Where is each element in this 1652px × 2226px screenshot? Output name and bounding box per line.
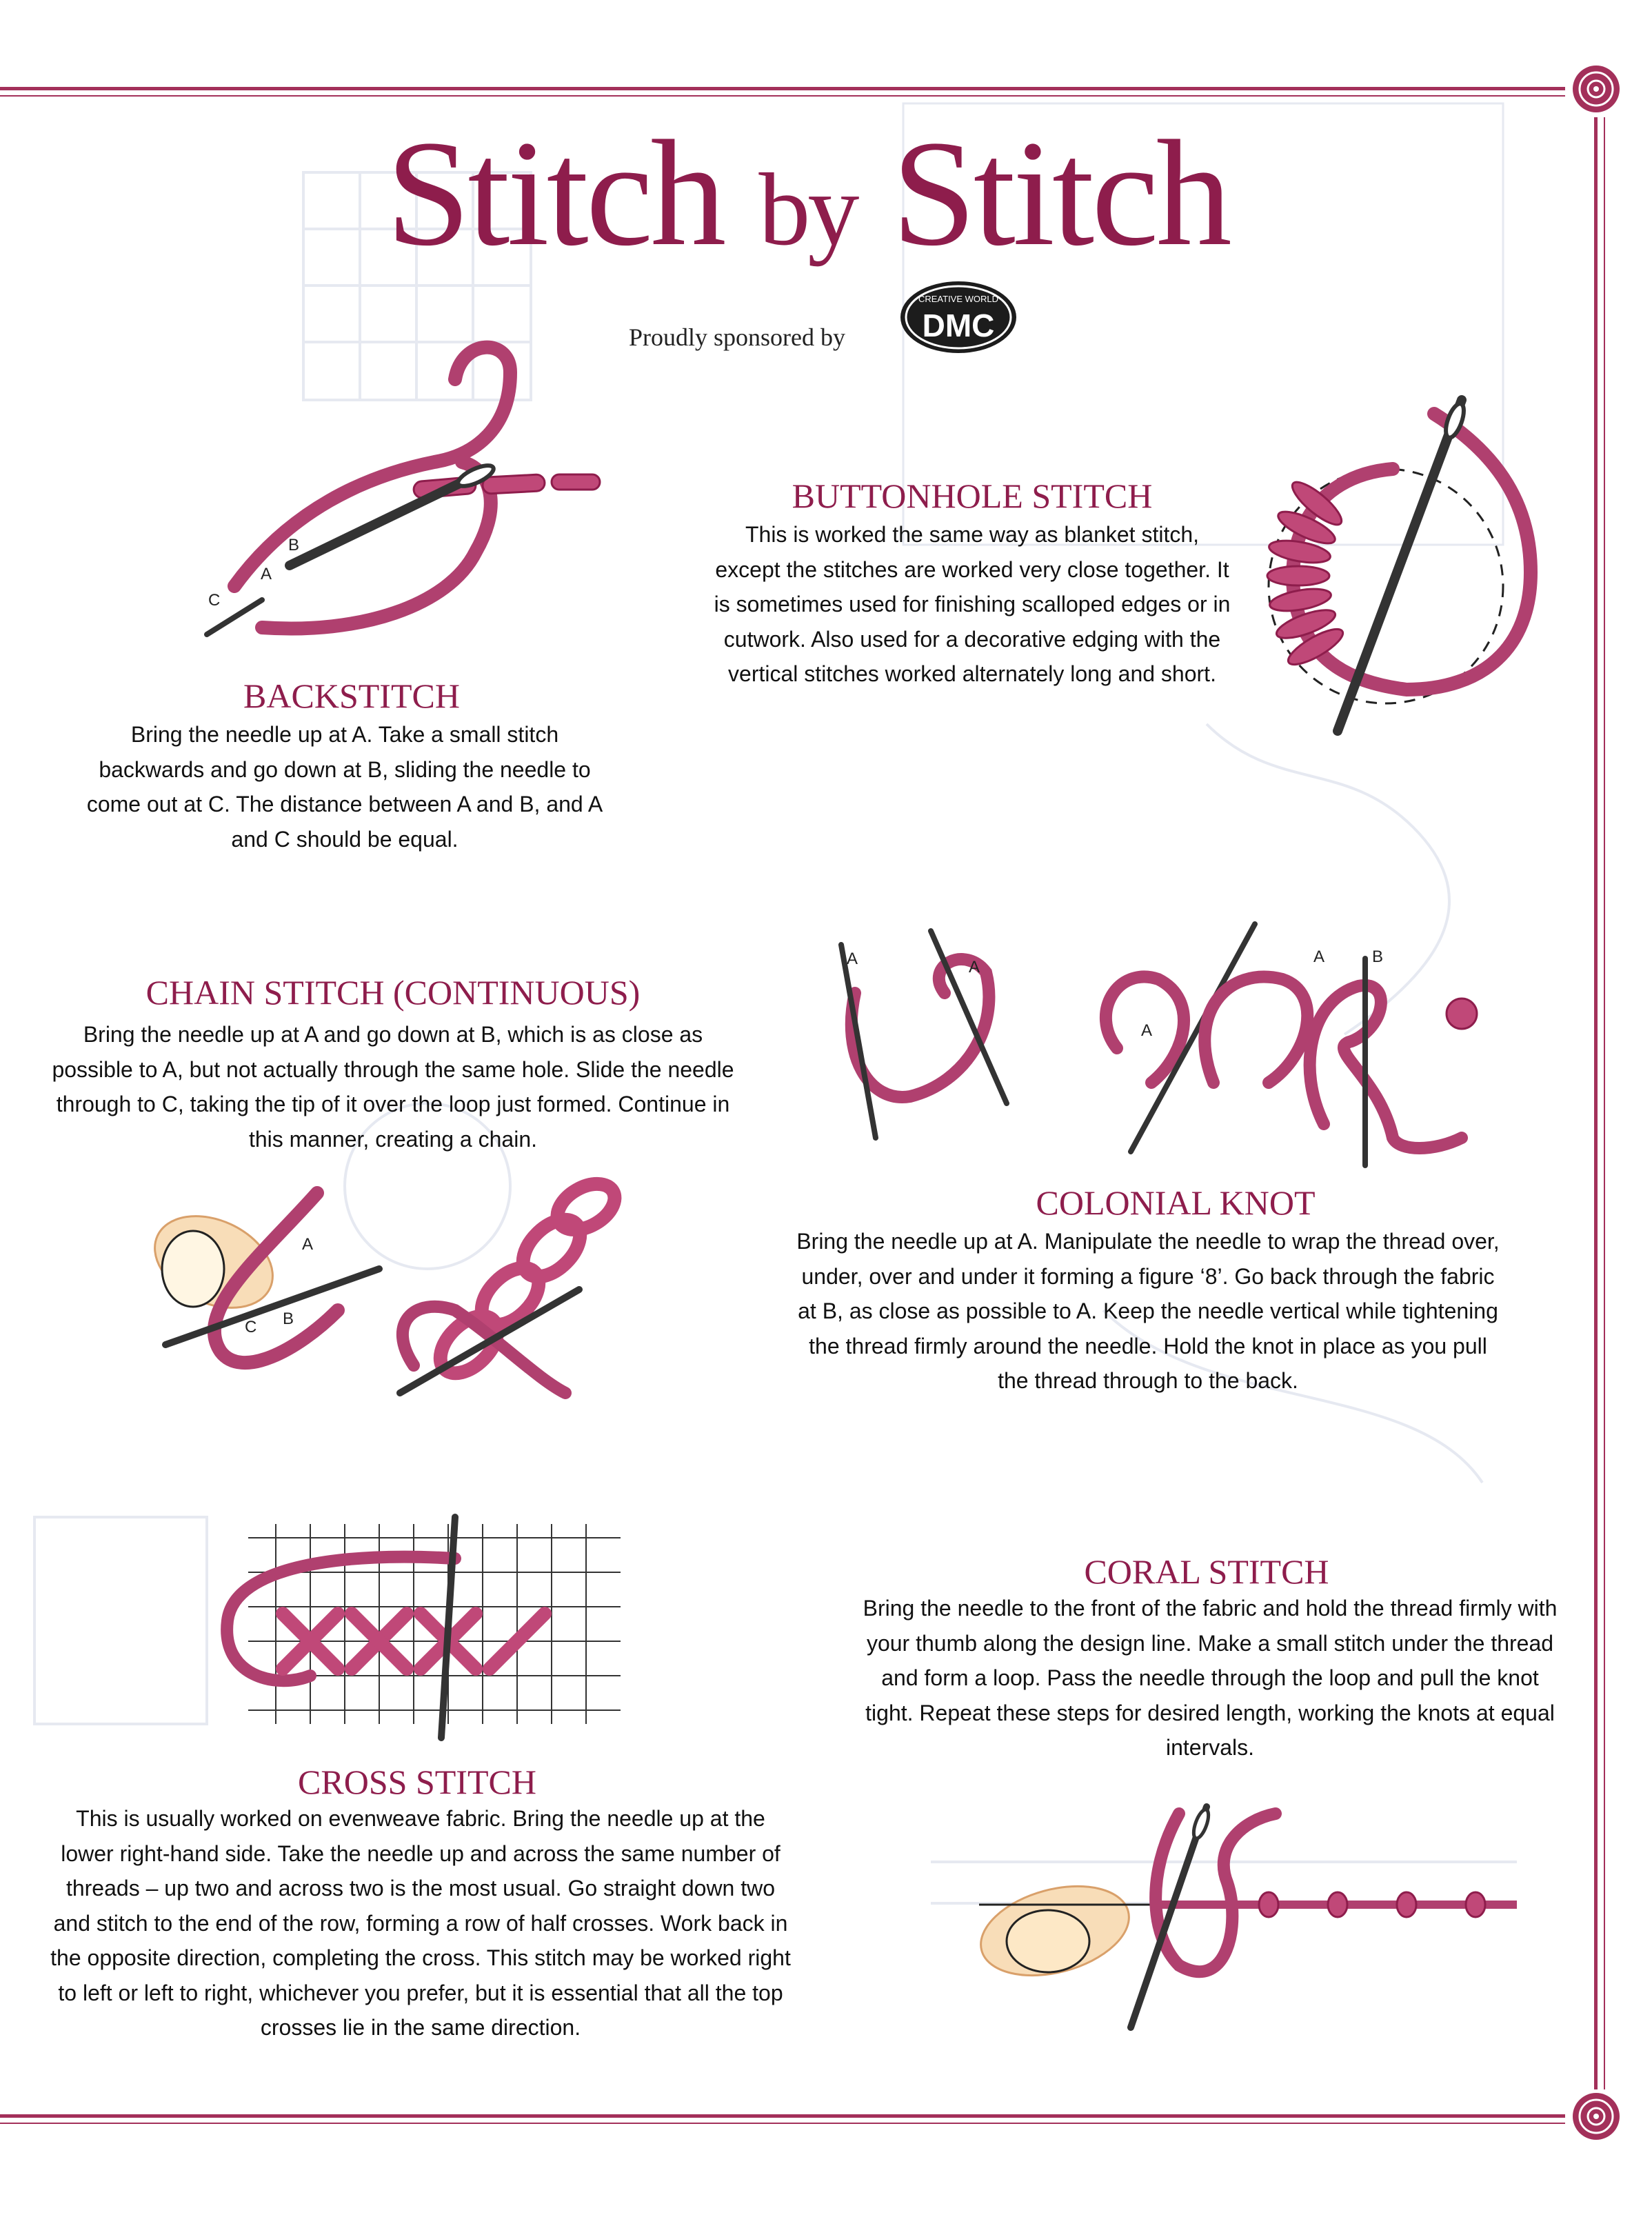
backstitch-label-c: C: [208, 591, 221, 610]
dmc-logo-text: DMC: [922, 308, 995, 343]
chain-heading: CHAIN STITCH (CONTINUOUS): [145, 973, 641, 1012]
colonial-heading: COLONIAL KNOT: [1036, 1183, 1316, 1222]
backstitch-illustration: [186, 331, 614, 648]
colonial-label-a1: A: [847, 950, 858, 968]
title-word-1: Stitch: [386, 109, 724, 277]
chain-label-c: C: [245, 1318, 257, 1336]
colonial-label-a3: A: [1141, 1021, 1153, 1040]
chain-label-a: A: [302, 1235, 314, 1254]
colonial-illustration: [827, 876, 1489, 1179]
backstitch-heading: BACKSTITCH: [243, 676, 460, 715]
title-word-by: by: [758, 152, 857, 267]
coral-heading: CORAL STITCH: [1084, 1552, 1329, 1591]
cross-body: This is usually worked on evenweave fabric. Bring the needle up at the lower right-hand side. Take the needle up and across the same number of threads – up two and across two is the most usual. Go straight down two and stitch to the end of the row, forming a row of half crosses. Work back in the opposite direction, completing the cross. This stitch may be worked right to left or left to right, whichever you prefer, but it is essential that all the top crosses lie in the same direction.: [50, 1806, 791, 2040]
title-word-2: Stitch: [892, 109, 1229, 277]
backstitch-label-a: A: [261, 565, 272, 583]
coral-illustration: [951, 1793, 1531, 2034]
sponsor-text: Proudly sponsored by: [629, 323, 845, 351]
page-title: [386, 109, 1229, 277]
colonial-body: Bring the needle up at A. Manipulate the needle to wrap the thread over, under, over and under it forming a figure ‘8’. Go back through the fabric at B, as close as possible to A. Keep the needle vertical while tightening the thread firmly around the needle. Hold the knot in place as you pull the thread through to the back.: [796, 1229, 1500, 1393]
coral-body: Bring the needle to the front of the fabric and hold the thread firmly with your thumb along the design line. Make a small stitch under the thread and form a loop. Pass the needle through the loop and pull the knot tight. Repeat these steps for desired length, working the knots at equal intervals.: [863, 1596, 1558, 1760]
colonial-label-b: B: [1372, 947, 1384, 966]
colonial-label-a2: A: [969, 958, 980, 976]
backstitch-body: Bring the needle up at A. Take a small stitch backwards and go down at B, sliding the needle to come out at C. The distance between A and B, and A and C should be equal.: [86, 722, 603, 852]
chain-illustration: [138, 1172, 662, 1448]
backstitch-label-b: B: [288, 536, 300, 554]
cross-heading: CROSS STITCH: [298, 1763, 536, 1801]
buttonhole-illustration: [1255, 386, 1544, 772]
colonial-label-a4: A: [1313, 947, 1325, 966]
buttonhole-heading: BUTTONHOLE STITCH: [792, 477, 1153, 515]
chain-label-b: B: [283, 1310, 294, 1328]
cross-illustration: [207, 1510, 634, 1758]
dmc-logo: [896, 274, 1020, 357]
chain-body: Bring the needle up at A and go down at B, which is as close as possible to A, but not actually through the same hole. Slide the needle through to C, taking the tip of it over the loop just formed. Continue in this manner, creating a chain.: [52, 1022, 734, 1152]
dmc-logo-ring-text: CREATIVE WORLD: [918, 294, 999, 304]
buttonhole-body: This is worked the same way as blanket stitch, except the stitches are worked very close together. It is sometimes used for finishing scalloped edges or in cutwork. Also used for a decorative edging with the vertical stitches worked alternately long and short.: [714, 522, 1231, 686]
